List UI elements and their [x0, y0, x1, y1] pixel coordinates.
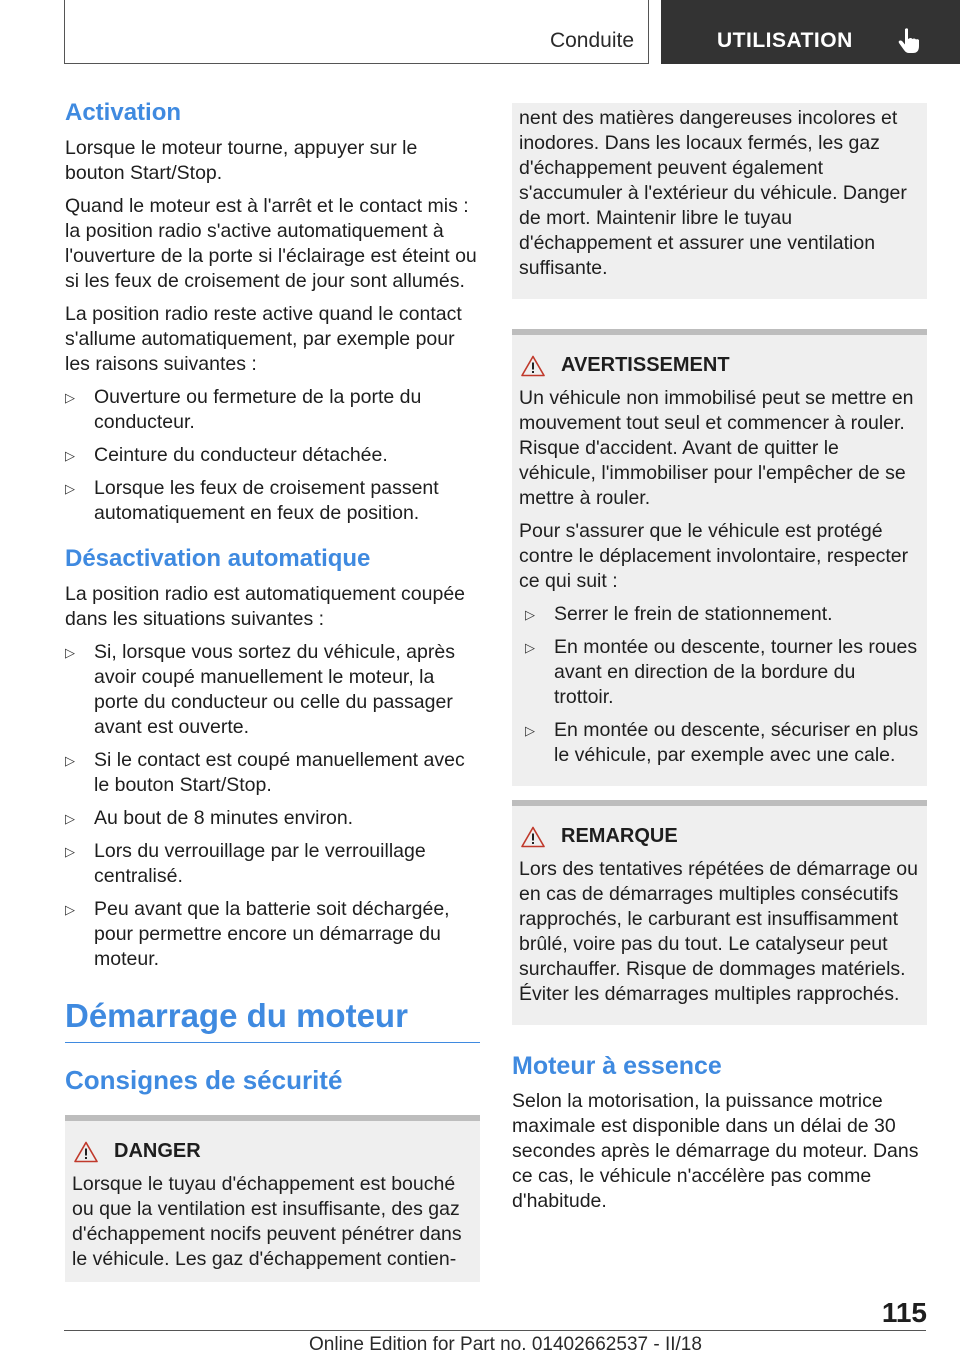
triangle-right-icon: ▷ [525, 640, 535, 655]
warning-box [512, 329, 927, 786]
right-column [512, 103, 927, 1222]
warning-list [525, 602, 920, 768]
deactivation-paragraph: La position radio est automatiquement coupée dans les situations suivantes : [65, 583, 466, 630]
left-column [65, 98, 480, 1282]
triangle-right-icon: ▷ [65, 902, 75, 917]
danger-box [65, 1115, 480, 1282]
activation-paragraph-1: Lorsque le moteur tourne, appuyer sur le bouton Start/Stop. [65, 137, 418, 184]
petrol-text: Selon la motorisation, la puissance motrice maximale est disponible dans un délai de 30 secondes après le démarrage du moteur. Dans ce cas, le véhicule n'accélère pas comme d'habitude. [512, 1090, 919, 1212]
header-chapter-tab [661, 0, 960, 64]
note-title: REMARQUE [519, 824, 920, 849]
header-section-box [64, 0, 649, 64]
header-section-label: Conduite [549, 29, 634, 52]
activation-heading: Activation [65, 99, 182, 126]
warning-triangle-icon [521, 355, 545, 377]
danger-text: Lorsque le tuyau d'échappement est bouché ou que la ventilation est insuffisante, des gaz d'échappement nocifs peuvent pénétrer dans le véhicule. Les gaz d'échappement contien- [72, 1173, 462, 1270]
danger-title: DANGER [72, 1139, 473, 1164]
list-item: ▷ En montée ou descente, sécuriser en plus le véhicule, par exemple avec une cale. [525, 719, 919, 766]
triangle-right-icon: ▷ [65, 481, 75, 496]
list-item: ▷ Peu avant que la batterie soit déchargée, pour permettre encore un démarrage du moteur. [65, 898, 450, 970]
page-number: 115 [881, 1297, 927, 1328]
warning-title: AVERTISSEMENT [519, 353, 920, 378]
list-item: ▷ Si le contact est coupé manuellement avec le bouton Start/Stop. [65, 749, 465, 796]
activation-list [65, 385, 480, 526]
list-item: ▷ Lorsque les feux de croisement passent automatiquement en feux de position. [65, 477, 439, 524]
triangle-right-icon: ▷ [65, 844, 75, 859]
list-item: ▷ En montée ou descente, tourner les roues avant en direction de la bordure du trottoir. [525, 636, 918, 708]
triangle-right-icon: ▷ [65, 645, 75, 660]
warning-triangle-icon [521, 826, 545, 848]
footer-divider [64, 1330, 926, 1331]
warning-paragraph-1: Un véhicule non immobilisé peut se mettre en mouvement tout seul et commencer à rouler. Risque d'accident. Avant de quitter le véhicule, l'immobiliser pour l'empêcher de se mettre à rouler. [519, 387, 914, 509]
note-box [512, 800, 927, 1025]
activation-paragraph-2: Quand le moteur est à l'arrêt et le contact mis : la position radio s'active automatiquement à l'ouverture de la porte si l'éclairage est éteint ou si les feux de croisement de jour sont allumés. [65, 195, 477, 292]
warning-paragraph-2: Pour s'assurer que le véhicule est protégé contre le déplacement involontaire, respecter ce qui suit : [519, 520, 909, 592]
footer-edition: Online Edition for Part no. 01402662537 - II/18 [309, 1334, 702, 1355]
triangle-right-icon: ▷ [65, 753, 75, 768]
header-chapter-label: UTILISATION [717, 29, 853, 52]
chapter-title: Démarrage du moteur [65, 997, 408, 1034]
list-item: ▷ Ouverture ou fermeture de la porte du conducteur. [65, 386, 422, 433]
danger-box-continued [512, 103, 927, 299]
list-item: ▷ Ceinture du conducteur détachée. [65, 444, 388, 466]
list-item: ▷ Si, lorsque vous sortez du véhicule, après avoir coupé manuellement le moteur, la porte du conducteur ou celle du passager avant est ouverte. [65, 641, 455, 738]
warning-triangle-icon [74, 1141, 98, 1163]
triangle-right-icon: ▷ [65, 390, 75, 405]
activation-paragraph-3: La position radio reste active quand le contact s'allume automatiquement, par exemple pour les raisons suivantes : [65, 303, 462, 375]
list-item: ▷ Serrer le frein de stationnement. [525, 603, 833, 625]
triangle-right-icon: ▷ [525, 723, 535, 738]
triangle-right-icon: ▷ [65, 811, 75, 826]
deactivation-list [65, 640, 480, 972]
pointing-hand-icon [897, 27, 923, 55]
note-text: Lors des tentatives répétées de démarrage ou en cas de démarrages multiples consécutifs rapprochés, le carburant est insuffisamment brûlé, voire pas du tout. Le catalyseur peut surchauffer. Risque de dommages matériels. Éviter les démarrages multiples rapprochés. [519, 858, 918, 1005]
list-item: ▷ Au bout de 8 minutes environ. [65, 807, 354, 829]
triangle-right-icon: ▷ [525, 607, 535, 622]
list-item: ▷ Lors du verrouillage par le verrouillage centralisé. [65, 840, 426, 887]
petrol-heading: Moteur à essence [512, 1052, 722, 1080]
safety-heading: Consignes de sécurité [65, 1065, 343, 1095]
chapter-title-block [65, 994, 480, 1043]
danger-text-continued: nent des matières dangereuses incolores et inodores. Dans les locaux fermés, les gaz d'échappement peuvent également s'accumuler à l'extérieur du véhicule. Danger de mort. Maintenir libre le tuyau d'échappement et assurer une ventilation suffisante. [519, 107, 907, 279]
triangle-right-icon: ▷ [65, 448, 75, 463]
deactivation-heading: Désactivation automatique [65, 545, 371, 572]
